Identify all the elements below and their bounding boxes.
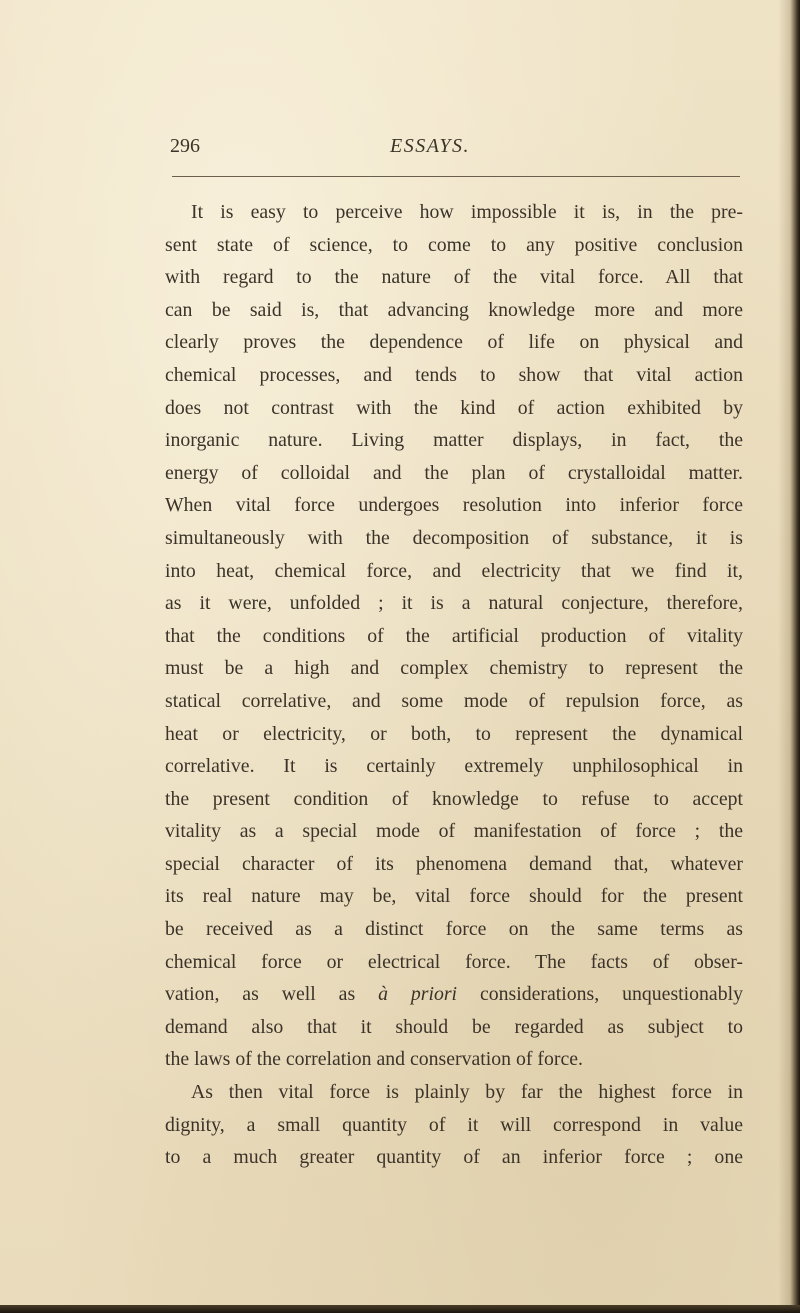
text-line: As then vital force is plainly by far the highest force in <box>191 1081 743 1104</box>
text-line: energy of colloidal and the plan of crystalloidal matter. <box>165 461 743 484</box>
page-number: 296 <box>170 135 200 157</box>
page-bottom-edge <box>0 1305 800 1313</box>
text-line: to a much greater quantity of an inferior force ; one <box>165 1146 743 1169</box>
text-fragment: considerations, unquestionably <box>479 983 743 1006</box>
text-fragment: vation, as well as <box>165 983 356 1006</box>
text-line: When vital force undergoes resolution into inferior force <box>165 494 743 517</box>
text-line: simultaneously with the decomposition of substance, it is <box>165 526 743 549</box>
header-rule <box>172 176 740 177</box>
text-line: heat or electricity, or both, to represent the dynamical <box>165 722 743 745</box>
text-line: correlative. It is certainly extremely unphilosophical in <box>165 755 743 778</box>
text-line: must be a high and complex chemistry to represent the <box>165 657 743 680</box>
text-line: chemical force or electrical force. The facts of obser- <box>165 950 743 973</box>
text-line: as it were, unfolded ; it is a natural conjecture, therefore, <box>165 592 743 615</box>
text-line: can be said is, that advancing knowledge more and more <box>165 298 743 321</box>
text-line: chemical processes, and tends to show that vital action <box>165 363 743 386</box>
body-text <box>165 196 743 1174</box>
page-edge-shadow <box>778 0 800 1313</box>
text-line: its real nature may be, vital force should for the present <box>165 885 743 908</box>
text-line: that the conditions of the artificial production of vitality <box>165 624 743 647</box>
text-line: sent state of science, to come to any positive conclusion <box>165 233 743 256</box>
text-line: dignity, a small quantity of it will correspond in value <box>165 1113 743 1136</box>
text-line: the laws of the correlation and conservation of force. <box>165 1048 583 1071</box>
running-head: ESSAYS. <box>390 135 470 157</box>
text-line: statical correlative, and some mode of repulsion force, as <box>165 689 743 712</box>
text-line: special character of its phenomena demand that, whatever <box>165 852 743 875</box>
italic-phrase: à priori <box>378 983 458 1006</box>
text-line: clearly proves the dependence of life on physical and <box>165 331 743 354</box>
text-line: demand also that it should be regarded as subject to <box>165 1015 743 1038</box>
text-line: It is easy to perceive how impossible it is, in the pre- <box>191 201 743 223</box>
text-line: into heat, chemical force, and electricity that we find it, <box>165 559 743 582</box>
text-line: does not contrast with the kind of action exhibited by <box>165 396 743 419</box>
text-line: with regard to the nature of the vital force. All that <box>165 266 743 289</box>
text-line: be received as a distinct force on the same terms as <box>165 918 743 941</box>
text-line: the present condition of knowledge to refuse to accept <box>165 787 743 810</box>
text-line: vitality as a special mode of manifestation of force ; the <box>165 820 743 843</box>
text-line: inorganic nature. Living matter displays, in fact, the <box>165 429 743 452</box>
text-line <box>165 978 743 1011</box>
